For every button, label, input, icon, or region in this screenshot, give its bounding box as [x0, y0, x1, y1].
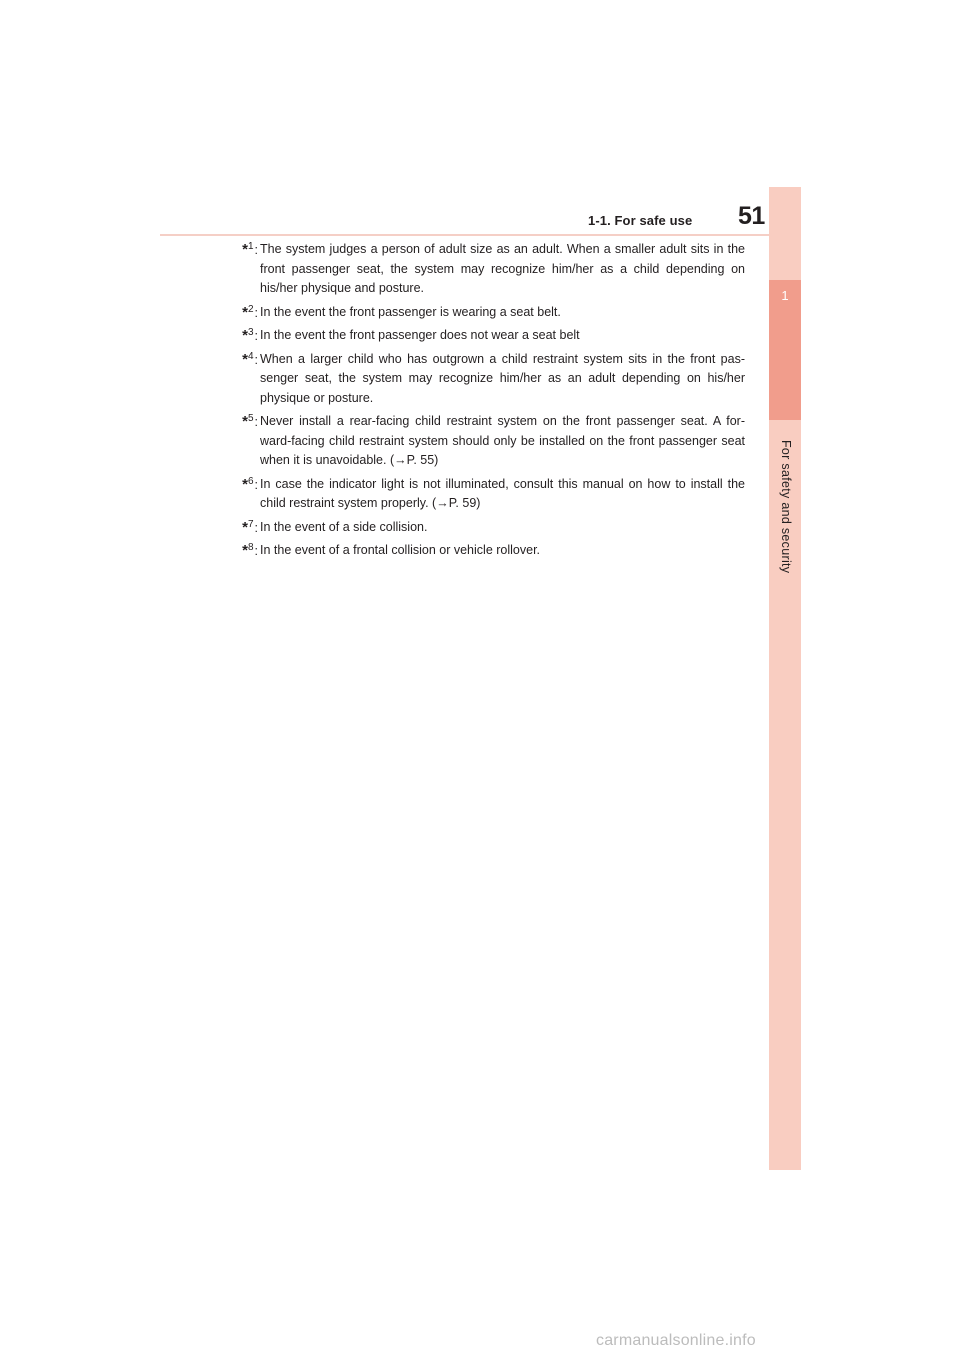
footnote-text: In case the indicator light is not illuminated, consult this manual on how to install the child restraint system properly. (→P. 59): [260, 476, 745, 510]
footnote-list: [160, 240, 745, 565]
footnote-marker: *$^6$:: [242, 475, 258, 493]
footnote-text: In the event of a frontal collision or vehicle rollover.: [260, 543, 541, 557]
footnote-3: [160, 326, 745, 346]
section-title: 1-1. For safe use: [588, 213, 693, 228]
footnote-marker: *$^7$:: [242, 518, 258, 536]
footnote-2: [160, 303, 745, 323]
footnote-marker: *$^3$:: [242, 326, 258, 344]
footnote-marker: *$^5$:: [242, 412, 258, 430]
footnote-text: In the event of a side collision.: [260, 519, 428, 534]
site-watermark: carmanualsonline.info: [596, 1332, 756, 1349]
footnote-marker: *$^1$:: [242, 240, 258, 258]
footnote-1: [160, 240, 745, 299]
footnote-5: [160, 412, 745, 471]
footnote-text: Never install a rear-facing child restraint system on the front passenger seat. A for-ward-facing child restraint system should only be installed on the front passenger seat when it is unavoidable. (→P. 55): [260, 414, 745, 467]
footnote-text: In the event the front passenger does not wear a seat belt: [260, 328, 580, 342]
header-divider: [160, 234, 800, 236]
footnote-4: [160, 350, 745, 409]
footnote-7: [160, 518, 745, 538]
footnote-marker: *$^8$:: [242, 541, 258, 559]
footnote-marker: *$^4$:: [242, 350, 258, 368]
chapter-number: 1: [781, 288, 789, 303]
footnote-text: When a larger child who has outgrown a child restraint system sits in the front pas-senger seat, the system may recognize him/her as an adult depending on his/her physique or posture.: [260, 351, 745, 405]
footnote-text: The system judges a person of adult size as an adult. When a smaller adult sits in the front passenger seat, the system may recognize him/her as a child depending on his/her physique and posture.: [260, 242, 745, 295]
footnote-8: [160, 541, 745, 561]
footnote-text: In the event the front passenger is wearing a seat belt.: [260, 304, 561, 319]
page-number: 51: [738, 202, 765, 230]
chapter-title: For safety and security: [779, 440, 793, 574]
footnote-marker: *$^2$:: [242, 303, 258, 321]
footnote-6: [160, 475, 745, 514]
